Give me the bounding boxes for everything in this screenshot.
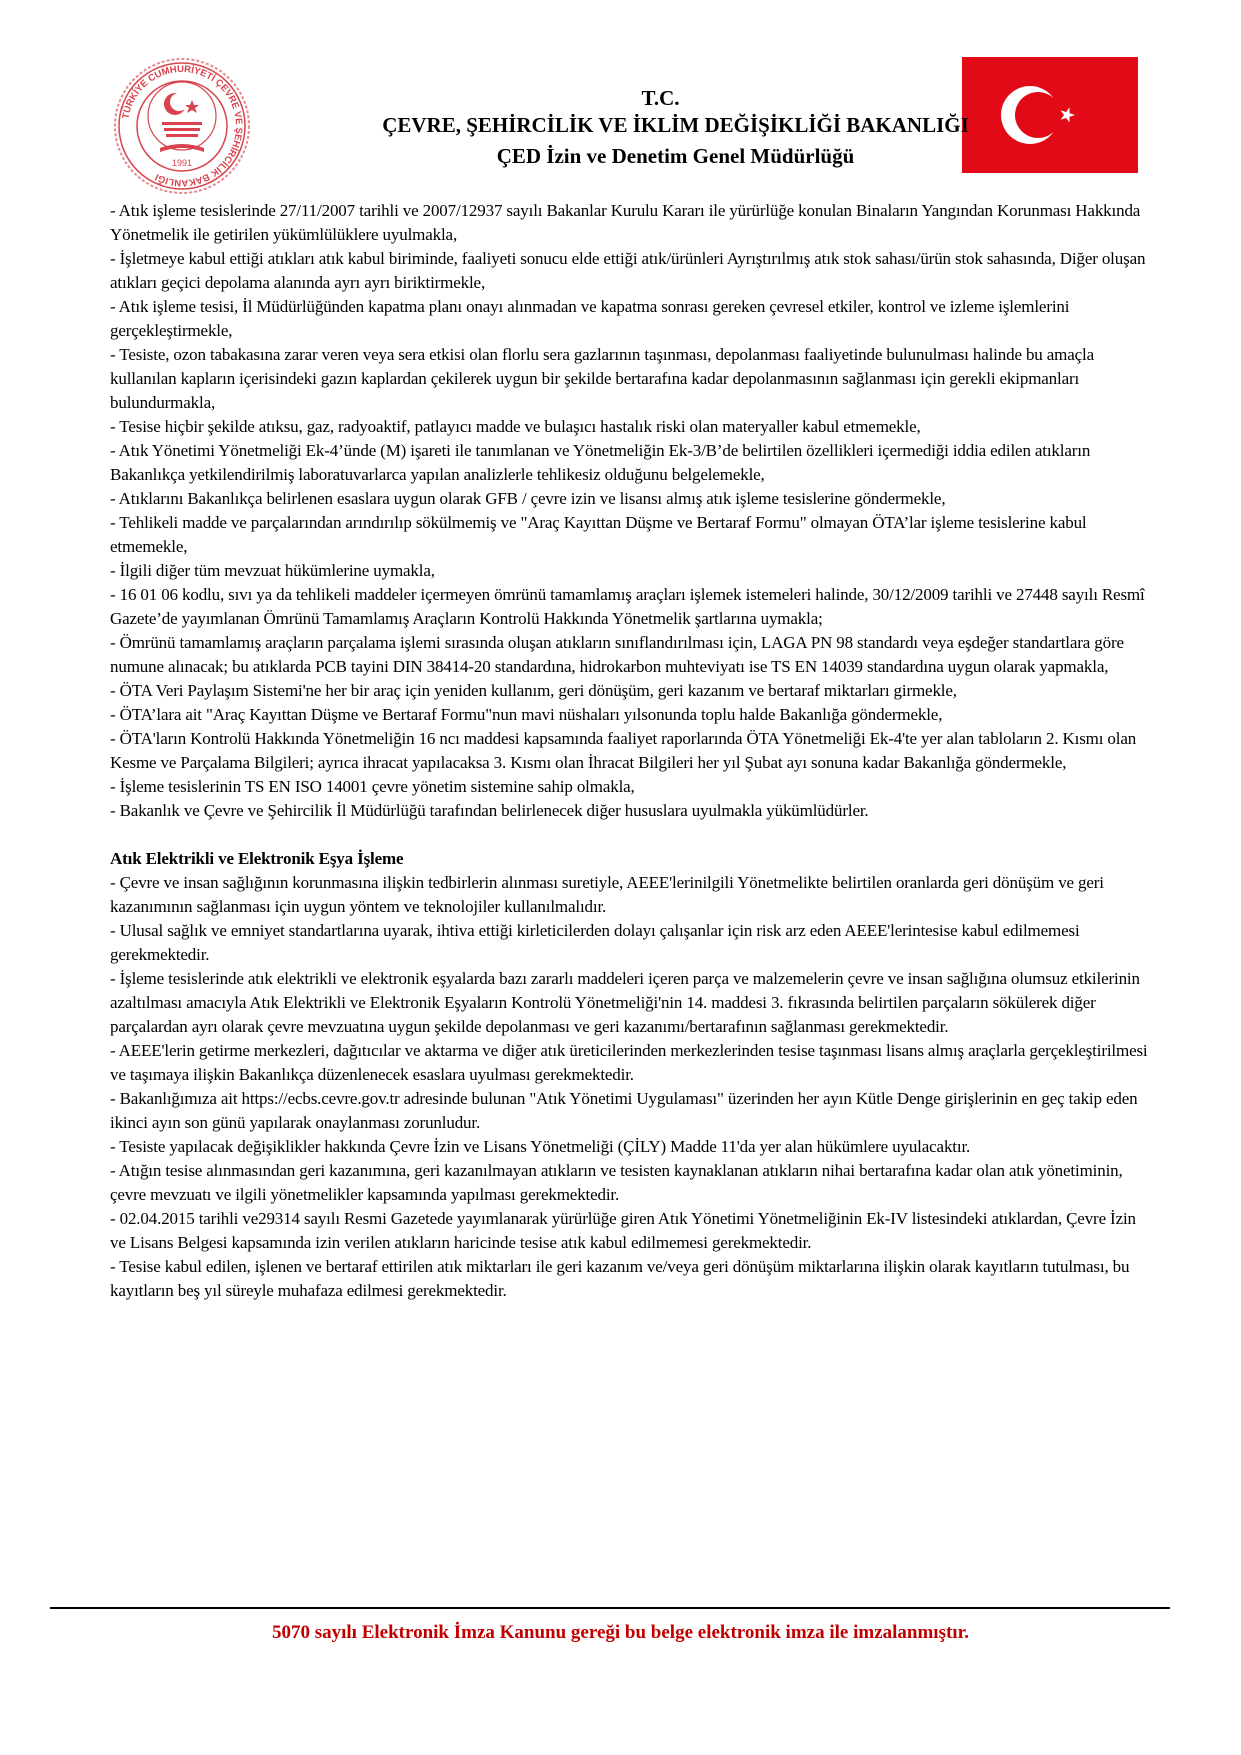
list-item: - AEEE'lerin getirme merkezleri, dağıtıcılar ve aktarma ve diğer atık üreticilerinden merkezlerinden tesise taşınması lisans almış araçlarla gerçekleştirilmesi ve taşımaya ilişkin Bakanlıkça düzenlenecek esaslara uyulması gerekmektedir.	[110, 1041, 1148, 1084]
list-item: - İşleme tesislerinde atık elektrikli ve elektronik eşyalarda bazı zararlı maddeleri içeren parça ve malzemelerin çevre ve insan sağlığına olumsuz etkilerinin azaltılması amacıyla Atık Elektrikli ve Elektronik Eşyaların Kontrolü Yönetmeliği'nin 14. maddesi 3. fıkrasında belirtilen parçaların sökülerek diğer parçalardan ayrı olarak çevre mevzuatına uygun şekilde depolanması ve geri kazanımı/bertarafının sağlanması gerekmektedir.	[110, 969, 1140, 1036]
svg-text:TÜRKİYE CUMHURİYETİ ÇEVRE VE Ş: TÜRKİYE CUMHURİYETİ ÇEVRE VE ŞEHİRCİLİK BAKANLIĞI	[120, 63, 245, 189]
list-item: - Tesise kabul edilen, işlenen ve bertaraf ettirilen atık miktarları ile geri kazanım ve/veya geri dönüşüm miktarlarına ilişkin olarak kayıtların tutulması, bu kayıtların beş yıl süreyle muhafaza edilmesi gerekmektedir.	[110, 1257, 1130, 1300]
list-item: - İşleme tesislerinin TS EN ISO 14001 çevre yönetim sistemine sahip olmakla,	[110, 777, 635, 796]
list-item: - Tesise hiçbir şekilde atıksu, gaz, radyoaktif, patlayıcı madde ve bulaşıcı hastalık riski olan materyaller kabul etmemekle,	[110, 417, 921, 436]
list-item: - Atığın tesise alınmasından geri kazanımına, geri kazanılmayan atıkların ve tesisten kaynaklanan atıkların nihai bertarafına kadar olan atık yönetiminin, çevre mevzuatı ve ilgili yönetmelikler kapsamında yapılması gerekmektedir.	[110, 1161, 1123, 1204]
list-item: - Tehlikeli madde ve parçalarından arındırılıp sökülmemiş ve "Araç Kayıttan Düşme ve Bertaraf Formu" olmayan ÖTA’lar işleme tesislerine kabul etmemekle,	[110, 513, 1087, 556]
list-item: - Bakanlığımıza ait https://ecbs.cevre.gov.tr adresinde bulunan "Atık Yönetimi Uygulaması" üzerinden her ayın Kütle Denge girişlerinin en geç takip eden ikinci ayın son günü yapılarak onaylanması zorunludur.	[110, 1089, 1138, 1132]
section-title: Atık Elektrikli ve Elektronik Eşya İşleme	[110, 849, 404, 868]
list-item: - Bakanlık ve Çevre ve Şehircilik İl Müdürlüğü tarafından belirlenecek diğer hususlara uyulmakla yükümlüdürler.	[110, 801, 869, 820]
document-body	[110, 199, 1150, 1303]
list-item: - İlgili diğer tüm mevzuat hükümlerine uymakla,	[110, 561, 435, 580]
list-item: - ÖTA Veri Paylaşım Sistemi'ne her bir araç için yeniden kullanım, geri dönüşüm, geri kazanım ve bertaraf miktarları girmekle,	[110, 681, 957, 700]
seal-year: 1991	[171, 158, 193, 168]
list-item: - Atık işleme tesisi, İl Müdürlüğünden kapatma planı onayı alınmadan ve kapatma sonrası gereken çevresel etkiler, kontrol ve izleme işlemlerini gerçekleştirmekle,	[110, 297, 1070, 340]
list-item: - İşletmeye kabul ettiği atıkları atık kabul biriminde, faaliyeti sonucu elde ettiği atık/ürünleri Ayrıştırılmış atık stok sahası/ürün stok sahasında, Diğer oluşan atıkları geçici depolama alanında ayrı ayrı biriktirmekle,	[110, 249, 1146, 292]
list-item: - Tesiste yapılacak değişiklikler hakkında Çevre İzin ve Lisans Yönetmeliği (ÇİLY) Madde 11'da yer alan hükümlere uyulacaktır.	[110, 1137, 971, 1156]
list-item: - Atıklarını Bakanlıkça belirlenen esaslara uygun olarak GFB / çevre izin ve lisansı almış atık işleme tesislerine göndermekle,	[110, 489, 946, 508]
list-item: - Çevre ve insan sağlığının korunmasına ilişkin tedbirlerin alınması suretiyle, AEEE'lerinilgili Yönetmelikte belirtilen oranlarda geri dönüşüm ve geri kazanımının sağlanması için uygun yöntem ve teknolojiler kullanılmalıdır.	[110, 873, 1104, 916]
footer-divider	[50, 1607, 1170, 1609]
list-item: - Ömrünü tamamlamış araçların parçalama işlemi sırasında oluşan atıkların sınıflandırılması için, LAGA PN 98 standardı veya eşdeğer standartlara göre numune alınacak; bu atıklarda PCB tayini DIN 38414-20 standardına, hidrokarbon muhteviyatı ise TS EN 14039 standardına uygun olarak yapmakla,	[110, 633, 1124, 676]
list-item: - Atık işleme tesislerinde 27/11/2007 tarihli ve 2007/12937 sayılı Bakanlar Kurulu Kararı ile yürürlüğe konulan Binaların Yangından Korunması Hakkında Yönetmelik ile getirilen yükümlülüklere uyulmakla,	[110, 201, 1141, 244]
header-ministry-name: ÇEVRE, ŞEHİRCİLİK VE İKLİM DEĞİŞİKLİĞİ BAKANLIĞI	[382, 113, 969, 137]
header-line-tc: T.C.	[641, 86, 680, 110]
list-item: - 16 01 06 kodlu, sıvı ya da tehlikeli maddeler içermeyen ömrünü tamamlamış araçları işlemek istemeleri halinde, 30/12/2009 tarihli ve 27448 sayılı Resmî Gazete’de yayımlanan Ömrünü Tamamlamış Araçların Kontrolü Hakkında Yönetmelik şartlarına uymakla;	[110, 585, 1145, 628]
header-directorate-name: ÇED İzin ve Denetim Genel Müdürlüğü	[496, 144, 855, 168]
list-item: - ÖTA'ların Kontrolü Hakkında Yönetmeliğin 16 ncı maddesi kapsamında faaliyet raporlarında ÖTA Yönetmeliği Ek-4'te yer alan tabloların 2. Kısmı olan Kesme ve Parçalama Bilgileri; ayrıca ihracat yapılacaksa 3. Kısmı olan İhracat Bilgileri her yıl Şubat ayı sonuna kadar Bakanlığa göndermekle,	[110, 729, 1137, 772]
section-spacer	[110, 823, 1150, 847]
list-item: - Atık Yönetimi Yönetmeliği Ek-4’ünde (M) işareti ile tanımlanan ve Yönetmeliğin Ek-3/B’de belirtilen özellikleri içermediği iddia edilen atıkların Bakanlıkça yetkilendirilmiş laboratuvarlarca yapılan analizlerle tehlikesiz olduğunu belgelemekle,	[110, 441, 1091, 484]
list-item: - Tesiste, ozon tabakasına zarar veren veya sera etkisi olan florlu sera gazlarının taşınması, depolanması faaliyetinde bulunulması halinde bu amaçla kullanılan kapların içerisindeki gazın kaplardan çekilerek uygun bir şekilde bertarafına kadar depolanmasının sağlanması için gerekli ekipmanları bulundurmakla,	[110, 345, 1094, 412]
list-item: - Ulusal sağlık ve emniyet standartlarına uyarak, ihtiva ettiği kirleticilerden dolayı çalışanlar için risk arz eden AEEE'lerintesise kabul edilmemesi gerekmektedir.	[110, 921, 1080, 964]
list-item: - ÖTA’lara ait "Araç Kayıttan Düşme ve Bertaraf Formu"nun mavi nüshaları yılsonunda toplu halde Bakanlığa göndermekle,	[110, 705, 943, 724]
e-signature-notice: 5070 sayılı Elektronik İmza Kanunu gereği bu belge elektronik imza ile imzalanmıştır.	[271, 1622, 970, 1643]
list-item: - 02.04.2015 tarihli ve29314 sayılı Resmi Gazetede yayımlanarak yürürlüğe giren Atık Yönetimi Yönetmeliğinin Ek-IV listesindeki atıklardan, Çevre İzin ve Lisans Belgesi kapsamında izin verilen atıkların haricinde tesise atık kabul edilmemesi gerekmektedir.	[110, 1209, 1136, 1252]
